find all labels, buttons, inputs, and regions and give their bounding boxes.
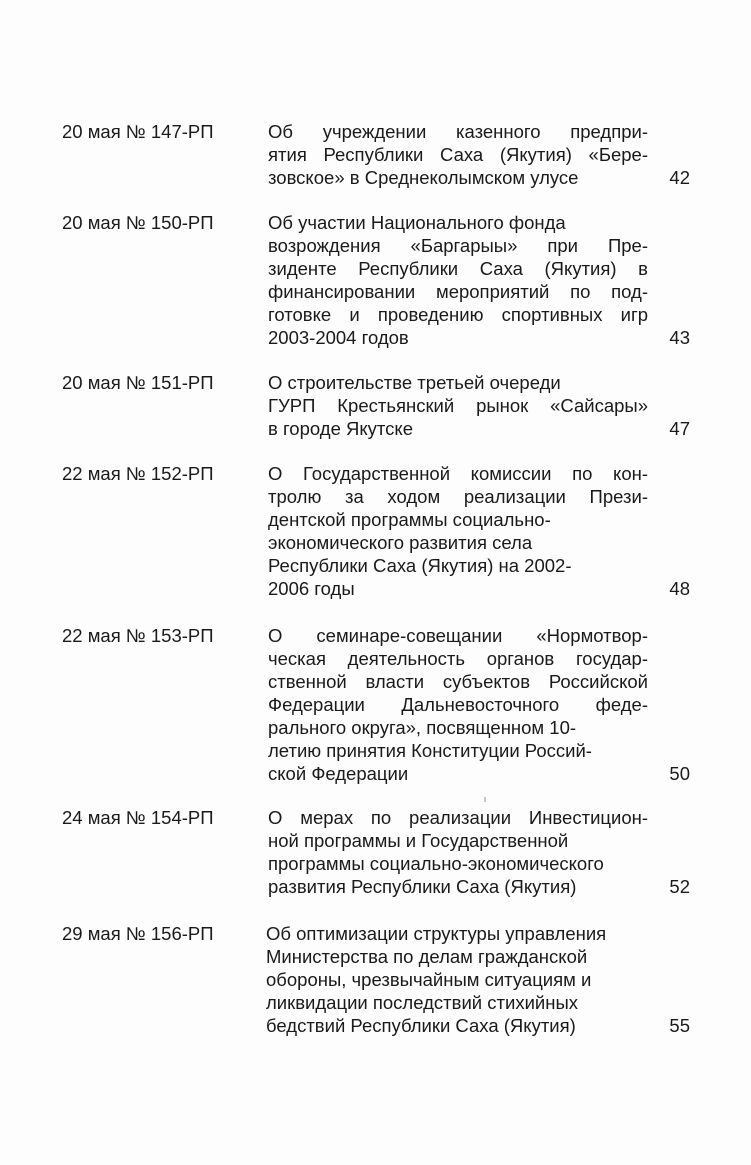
entry-title [268, 120, 648, 189]
entry-title-line: обороны, чрезвычайным ситуациям и [266, 969, 592, 990]
entry-page-number: 55 [669, 1015, 690, 1036]
entry-date: 22 мая № 153-РП [62, 625, 214, 646]
entry-page-number: 43 [669, 327, 690, 348]
entry-title-line: Об учреждении казенного предпри- [268, 121, 648, 142]
entry-title-line: 2006 годы [268, 578, 355, 599]
entry-page-number: 47 [669, 418, 690, 439]
entry-title-line: 2003-2004 годов [268, 327, 409, 348]
entry-date: 29 мая № 156-РП [62, 923, 214, 944]
entry-date: 22 мая № 152-РП [62, 463, 214, 484]
entry-title-line: летию принятия Конституции Россий- [268, 740, 592, 761]
entry-title-line: экономического развития села [268, 532, 533, 553]
entry-title-line: О мерах по реализации Инвестицион- [268, 807, 648, 828]
entry-title-line: готовке и проведению спортивных игр [268, 304, 648, 325]
entry-title-line: развития Республики Саха (Якутия) [268, 876, 577, 897]
entry-title-line: О Государственной комиссии по кон- [268, 463, 648, 484]
entry-title-line: Федерации Дальневосточного феде- [268, 694, 648, 715]
entry-title-line: бедствий Республики Саха (Якутия) [266, 1015, 576, 1036]
entry-date: 20 мая № 151-РП [62, 372, 214, 393]
entry-title-line: ятия Республики Саха (Якутия) «Бере- [268, 144, 648, 165]
entry-title-line: Об оптимизации структуры управления [266, 923, 607, 944]
entry-title-line: ческая деятельность органов государ- [268, 648, 648, 669]
entry-title-line: Республики Саха (Якутия) на 2002- [268, 555, 572, 576]
entry-title-line: в городе Якутске [268, 418, 414, 439]
entry-title [268, 462, 648, 600]
entry-title-line: Об участии Национального фонда [268, 212, 566, 233]
entry-title [268, 624, 648, 785]
entry-title-line: рального округа», посвященном 10- [268, 717, 577, 738]
entry-title-line: ГУРП Крестьянский рынок «Сайсары» [268, 395, 648, 416]
entry-date: 20 мая № 150-РП [62, 212, 214, 233]
entry-title [268, 806, 648, 898]
entry-page-number: 48 [669, 578, 690, 599]
entry-title-line: зовское» в Среднеколымском улусе [268, 167, 579, 188]
entry-title-line: О семинаре-совещании «Нормотвор- [268, 625, 648, 646]
entry-title [268, 211, 648, 349]
entry-title-line: финансировании мероприятий по под- [268, 281, 648, 302]
entry-page-number: 52 [669, 876, 690, 897]
entry-title-line: О строительстве третьей очереди [268, 372, 561, 393]
entry-title-line: тролю за ходом реализации Прези- [268, 486, 648, 507]
entry-title-line: программы социально-экономического [268, 853, 604, 874]
entry-title-line: зиденте Республики Саха (Якутия) в [268, 258, 648, 279]
entry-title [266, 922, 646, 1037]
entry-title-line: ной программы и Государственной [268, 830, 569, 851]
entry-title-line: ской Федерации [268, 763, 409, 784]
entry-page-number: 50 [669, 763, 690, 784]
entry-page-number: 42 [669, 167, 690, 188]
entry-title [268, 371, 648, 440]
entry-title-line: ликвидации последствий стихийных [266, 992, 578, 1013]
entry-title-line: Министерства по делам гражданской [266, 946, 588, 967]
entry-date: 20 мая № 147-РП [62, 121, 214, 142]
scan-speck [484, 797, 486, 802]
entry-title-line: ственной власти субъектов Российской [268, 671, 648, 692]
entry-title-line: возрождения «Баргарыы» при Пре- [268, 235, 648, 256]
entry-title-line: дентской программы социально- [268, 509, 551, 530]
entry-date: 24 мая № 154-РП [62, 807, 214, 828]
